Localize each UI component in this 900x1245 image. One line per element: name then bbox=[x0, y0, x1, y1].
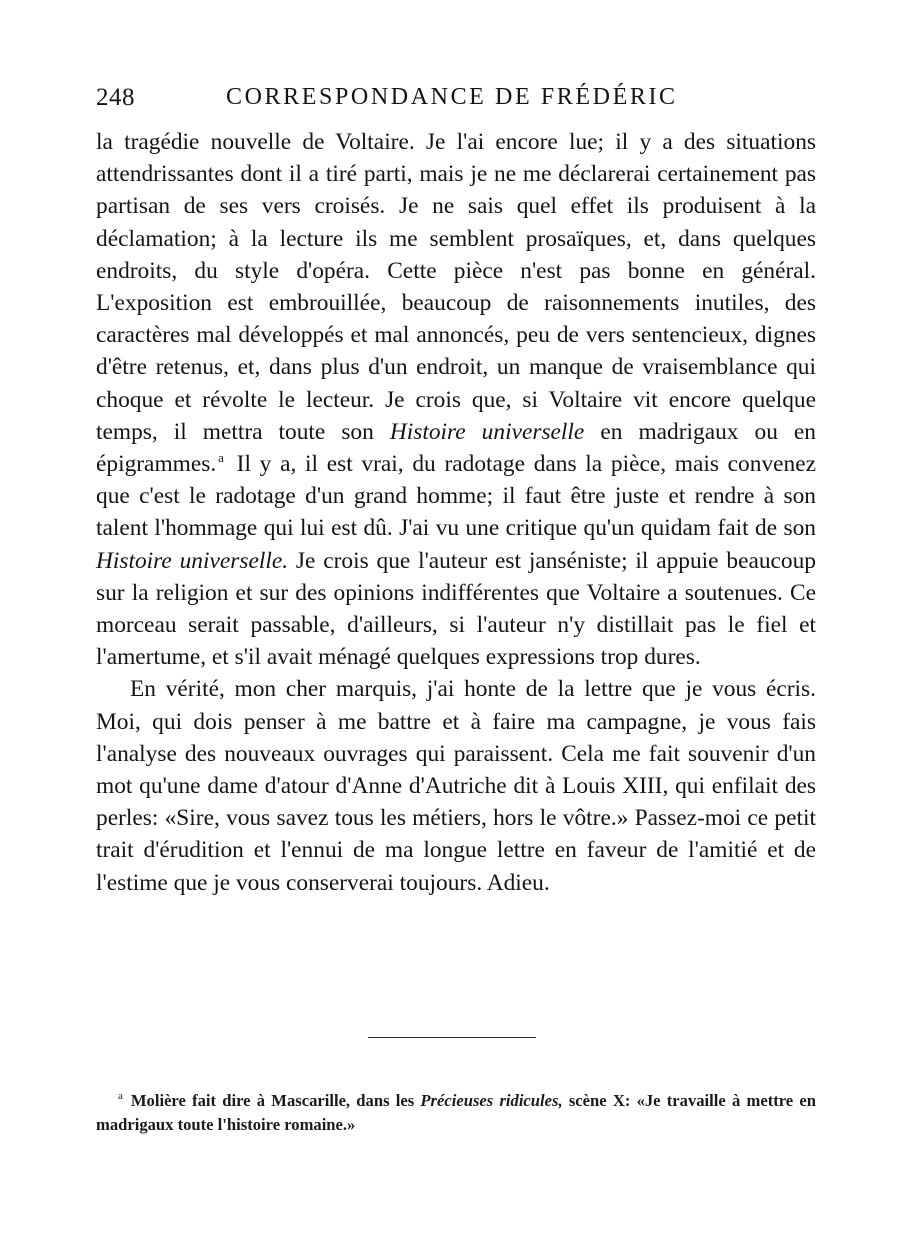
footnote-text-a: Molière fait dire à Mascarille, dans les bbox=[130, 1091, 415, 1110]
footnote-text-b: scène X: «Je travaille à mettre en madrigaux toute l'histoire romaine.» bbox=[96, 1091, 816, 1134]
paragraph-1-text-c: Il y a, il est vrai, du radotage dans la pièce, mais convenez que c'est le radotage d'un grand homme; il faut être juste et rendre à son talent l'hommage qui lui est dû. J'ai vu une critique qu'un quidam fait de son bbox=[96, 451, 816, 542]
footnote bbox=[96, 1089, 816, 1137]
paragraph-1 bbox=[96, 126, 816, 673]
running-title: CORRESPONDANCE DE FRÉDÉRIC bbox=[226, 84, 678, 110]
body-text bbox=[96, 126, 816, 899]
footnote-reference-a[interactable]: a bbox=[218, 450, 224, 466]
paragraph-1-text-d: Je crois que l'auteur est janséniste; il appuie beaucoup sur la religion et sur des opinions indifférentes que Voltaire a soutenues. Ce morceau serait passable, d'ailleurs, si l'auteur n'y distillait pas le fiel et l'amertume, et s'il avait ménagé quelques expressions trop dures. bbox=[96, 547, 816, 671]
running-head bbox=[96, 84, 816, 118]
paragraph-1-text-b: en madrigaux ou en épigrammes. bbox=[96, 418, 816, 478]
footnote-italic-title: Précieuses ridicules, bbox=[420, 1091, 563, 1110]
footnote-separator bbox=[368, 1037, 536, 1038]
italic-title-histoire-universelle-2: Histoire universelle. bbox=[96, 547, 289, 574]
footnote-marker: a bbox=[118, 1090, 123, 1103]
italic-title-histoire-universelle: Histoire universelle bbox=[389, 418, 585, 445]
page-number: 248 bbox=[96, 84, 135, 111]
paragraph-1-text-a: la tragédie nouvelle de Voltaire. Je l'ai encore lue; il y a des situations attendrissantes dont il a tiré parti, mais je ne me déclarerai certainement pas partisan de ses vers croisés. Je ne sais quel effet ils produisent à la déclamation; à la lecture ils me semblent prosaïques, et, dans quelques endroits, du style d'opéra. Cette pièce n'est pas bonne en général. L'exposition est embrouillée, beaucoup de raisonnements inutiles, des caractères mal développés et mal annoncés, peu de vers sentencieux, dignes d'être retenus, et, dans plus d'un endroit, un manque de vraisemblance qui choque et révolte le lecteur. Je crois que, si Voltaire vit encore quelque temps, il mettra toute son bbox=[96, 129, 816, 445]
paragraph-2: En vérité, mon cher marquis, j'ai honte de la lettre que je vous écris. Moi, qui dois penser à me battre et à faire ma campagne, je vous fais l'analyse des nouveaux ouvrages qui paraissent. Cela me fait souvenir d'un mot qu'une dame d'atour d'Anne d'Autriche dit à Louis XIII, qui enfilait des perles: «Sire, vous savez tous les métiers, hors le vôtre.» Passez-moi ce petit trait d'érudition et l'ennui de ma longue lettre en faveur de l'amitié et de l'estime que je vous conserverai toujours. Adieu. bbox=[96, 676, 816, 896]
